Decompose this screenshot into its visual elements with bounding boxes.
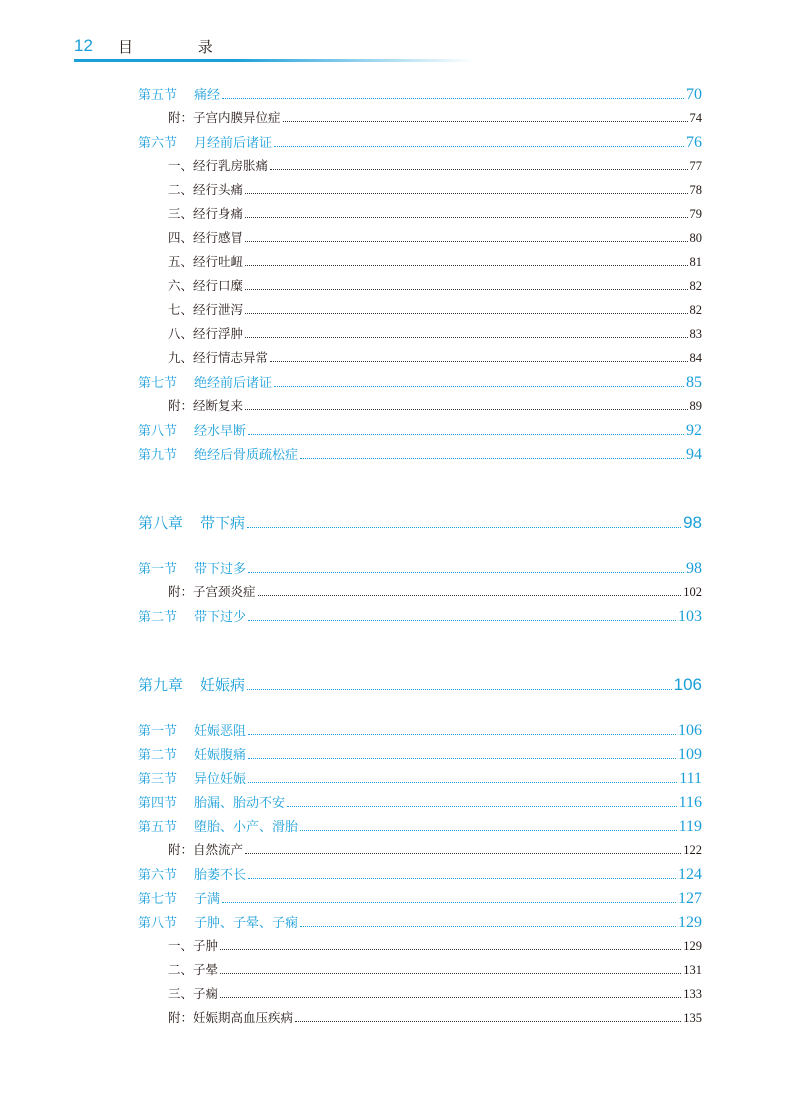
dot-leader bbox=[245, 289, 687, 290]
section-number: 第三节 bbox=[138, 772, 178, 787]
subsection-title: 附：经断复来 bbox=[168, 398, 244, 413]
page-reference: 94 bbox=[686, 446, 702, 463]
dot-leader bbox=[248, 734, 676, 735]
page-number: 12 bbox=[74, 36, 93, 55]
page-reference: 122 bbox=[683, 843, 702, 857]
page-reference: 127 bbox=[678, 890, 702, 907]
toc-section-row[interactable] bbox=[138, 912, 702, 936]
section-title: 堕胎、小产、滑胎 bbox=[194, 820, 299, 835]
dot-leader bbox=[220, 997, 681, 998]
page-reference: 124 bbox=[678, 866, 702, 883]
section-title: 异位妊娠 bbox=[194, 772, 247, 787]
subsection-title: 二、子晕 bbox=[168, 962, 219, 977]
dot-leader bbox=[300, 830, 677, 831]
page-reference: 89 bbox=[689, 399, 702, 413]
section-number: 第四节 bbox=[138, 796, 178, 811]
toc-section-row[interactable] bbox=[138, 606, 702, 630]
dot-leader bbox=[248, 878, 676, 879]
page-reference: 102 bbox=[683, 585, 702, 599]
toc-subsection-row[interactable] bbox=[138, 936, 702, 960]
toc-subsection-row[interactable] bbox=[138, 228, 702, 252]
toc-subsection-row[interactable] bbox=[138, 204, 702, 228]
dot-leader bbox=[245, 241, 687, 242]
chapter-page: 106 bbox=[673, 675, 702, 694]
section-title: 妊娠恶阻 bbox=[194, 724, 247, 739]
chapter-heading-8[interactable] bbox=[138, 512, 702, 542]
section-title: 胎漏、胎动不安 bbox=[194, 796, 286, 811]
dot-leader bbox=[248, 758, 676, 759]
dot-leader bbox=[258, 595, 682, 596]
page-reference: 82 bbox=[689, 279, 702, 293]
subsection-title: 附：子宫内膜异位症 bbox=[168, 110, 281, 125]
dot-leader bbox=[247, 527, 681, 528]
page-reference: 80 bbox=[689, 231, 702, 245]
section-title: 子满 bbox=[194, 892, 221, 907]
page-reference: 111 bbox=[679, 770, 702, 787]
dot-leader bbox=[245, 409, 687, 410]
page-reference: 119 bbox=[678, 818, 702, 835]
page-reference: 135 bbox=[683, 1011, 702, 1025]
subsection-title: 三、子痫 bbox=[168, 986, 219, 1001]
page-reference: 81 bbox=[689, 255, 702, 269]
section-title: 痛经 bbox=[194, 88, 221, 103]
header-rule bbox=[74, 59, 474, 62]
page-reference: 70 bbox=[686, 86, 702, 103]
dot-leader bbox=[245, 313, 687, 314]
section-title: 带下过少 bbox=[194, 610, 247, 625]
section-title: 子肿、子晕、子痫 bbox=[194, 916, 299, 931]
chapter-title: 妊娠病 bbox=[200, 676, 246, 694]
section-number: 第一节 bbox=[138, 562, 178, 577]
toc-section-row[interactable] bbox=[138, 816, 702, 840]
page-reference: 77 bbox=[689, 159, 702, 173]
subsection-title: 一、经行乳房胀痛 bbox=[168, 158, 269, 173]
toc-subsection-row[interactable] bbox=[138, 396, 702, 420]
page-header bbox=[0, 0, 800, 70]
dot-leader bbox=[274, 146, 684, 147]
dot-leader bbox=[222, 98, 684, 99]
chapter-number: 第八章 bbox=[138, 514, 184, 532]
section-number: 第六节 bbox=[138, 136, 178, 151]
toc-section-row[interactable] bbox=[138, 720, 702, 744]
chapter-7-section-list bbox=[138, 84, 702, 468]
toc-subsection-row[interactable] bbox=[138, 108, 702, 132]
page-reference: 133 bbox=[683, 987, 702, 1001]
page-reference: 78 bbox=[689, 183, 702, 197]
toc-subsection-row[interactable] bbox=[138, 156, 702, 180]
chapter-8-section-list bbox=[138, 558, 702, 630]
dot-leader bbox=[270, 169, 687, 170]
section-title: 绝经前后诸证 bbox=[194, 376, 273, 391]
page-reference: 79 bbox=[689, 207, 702, 221]
subsection-title: 四、经行感冒 bbox=[168, 230, 244, 245]
toc-section-row[interactable] bbox=[138, 888, 702, 912]
toc-section-row[interactable] bbox=[138, 420, 702, 444]
dot-leader bbox=[245, 337, 687, 338]
page-reference: 82 bbox=[689, 303, 702, 317]
subsection-title: 附：自然流产 bbox=[168, 842, 244, 857]
subsection-title: 七、经行泄泻 bbox=[168, 302, 244, 317]
dot-leader bbox=[300, 458, 684, 459]
page-reference: 109 bbox=[678, 746, 702, 763]
page-reference: 92 bbox=[686, 422, 702, 439]
toc-section-row[interactable] bbox=[138, 372, 702, 396]
subsection-title: 五、经行吐衄 bbox=[168, 254, 244, 269]
chapter-page: 98 bbox=[683, 513, 702, 532]
section-title: 妊娠腹痛 bbox=[194, 748, 247, 763]
section-number: 第一节 bbox=[138, 724, 178, 739]
section-number: 第二节 bbox=[138, 748, 178, 763]
dot-leader bbox=[248, 782, 677, 783]
toc-section-row[interactable] bbox=[138, 864, 702, 888]
toc-subsection-row[interactable] bbox=[138, 1008, 702, 1032]
section-number: 第七节 bbox=[138, 376, 178, 391]
chapter-heading-9[interactable] bbox=[138, 674, 702, 704]
dot-leader bbox=[300, 926, 676, 927]
section-number: 第七节 bbox=[138, 892, 178, 907]
toc-section-row[interactable] bbox=[138, 132, 702, 156]
toc-section-row[interactable] bbox=[138, 558, 702, 582]
dot-leader bbox=[270, 361, 687, 362]
section-title: 经水早断 bbox=[194, 424, 247, 439]
page-reference: 106 bbox=[678, 722, 702, 739]
toc-section-row[interactable] bbox=[138, 768, 702, 792]
toc-section-row[interactable] bbox=[138, 84, 702, 108]
subsection-title: 二、经行头痛 bbox=[168, 182, 244, 197]
toc-subsection-row[interactable] bbox=[138, 276, 702, 300]
page-reference: 84 bbox=[689, 351, 702, 365]
toc-section-row[interactable] bbox=[138, 444, 702, 468]
dot-leader bbox=[247, 689, 672, 690]
page-reference: 85 bbox=[686, 374, 702, 391]
dot-leader bbox=[248, 620, 676, 621]
dot-leader bbox=[220, 949, 681, 950]
page-reference: 103 bbox=[678, 608, 702, 625]
chapter-title: 带下病 bbox=[200, 514, 246, 532]
dot-leader bbox=[245, 193, 687, 194]
dot-leader bbox=[222, 902, 676, 903]
dot-leader bbox=[248, 572, 684, 573]
toc-subsection-row[interactable] bbox=[138, 960, 702, 984]
toc-subsection-row[interactable] bbox=[138, 300, 702, 324]
toc-subsection-row[interactable] bbox=[138, 252, 702, 276]
toc-subsection-row[interactable] bbox=[138, 180, 702, 204]
section-title: 绝经后骨质疏松症 bbox=[194, 448, 299, 463]
page-reference: 129 bbox=[683, 939, 702, 953]
section-number: 第八节 bbox=[138, 424, 178, 439]
section-number: 第九节 bbox=[138, 448, 178, 463]
page-reference: 83 bbox=[689, 327, 702, 341]
subsection-title: 附：妊娠期高血压疾病 bbox=[168, 1010, 294, 1025]
toc-section-row[interactable] bbox=[138, 792, 702, 816]
toc-subsection-row[interactable] bbox=[138, 348, 702, 372]
page-reference: 131 bbox=[683, 963, 702, 977]
subsection-title: 一、子肿 bbox=[168, 938, 219, 953]
dot-leader bbox=[245, 853, 681, 854]
page-reference: 116 bbox=[678, 794, 702, 811]
page-reference: 74 bbox=[689, 111, 702, 125]
section-number: 第八节 bbox=[138, 916, 178, 931]
subsection-title: 六、经行口糜 bbox=[168, 278, 244, 293]
section-number: 第二节 bbox=[138, 610, 178, 625]
page-reference: 98 bbox=[686, 560, 702, 577]
page-reference: 129 bbox=[678, 914, 702, 931]
dot-leader bbox=[283, 121, 688, 122]
toc-section-row[interactable] bbox=[138, 744, 702, 768]
section-title: 胎萎不长 bbox=[194, 868, 247, 883]
toc-subsection-row[interactable] bbox=[138, 984, 702, 1008]
dot-leader bbox=[248, 434, 684, 435]
dot-leader bbox=[295, 1021, 681, 1022]
dot-leader bbox=[287, 806, 677, 807]
dot-leader bbox=[274, 386, 684, 387]
toc-subsection-row[interactable] bbox=[138, 582, 702, 606]
subsection-title: 三、经行身痛 bbox=[168, 206, 244, 221]
section-title: 月经前后诸证 bbox=[194, 136, 273, 151]
toc-subsection-row[interactable] bbox=[138, 840, 702, 864]
section-title: 带下过多 bbox=[194, 562, 247, 577]
page-title: 目 录 bbox=[118, 38, 243, 56]
table-of-contents bbox=[138, 84, 702, 1032]
section-number: 第五节 bbox=[138, 88, 178, 103]
chapter-9-section-list bbox=[138, 720, 702, 1032]
chapter-number: 第九章 bbox=[138, 676, 184, 694]
toc-subsection-row[interactable] bbox=[138, 324, 702, 348]
dot-leader bbox=[220, 973, 681, 974]
section-number: 第六节 bbox=[138, 868, 178, 883]
subsection-title: 附：子宫颈炎症 bbox=[168, 584, 256, 599]
subsection-title: 九、经行情志异常 bbox=[168, 350, 269, 365]
section-number: 第五节 bbox=[138, 820, 178, 835]
dot-leader bbox=[245, 217, 687, 218]
subsection-title: 八、经行浮肿 bbox=[168, 326, 244, 341]
dot-leader bbox=[245, 265, 687, 266]
page-reference: 76 bbox=[686, 134, 702, 151]
